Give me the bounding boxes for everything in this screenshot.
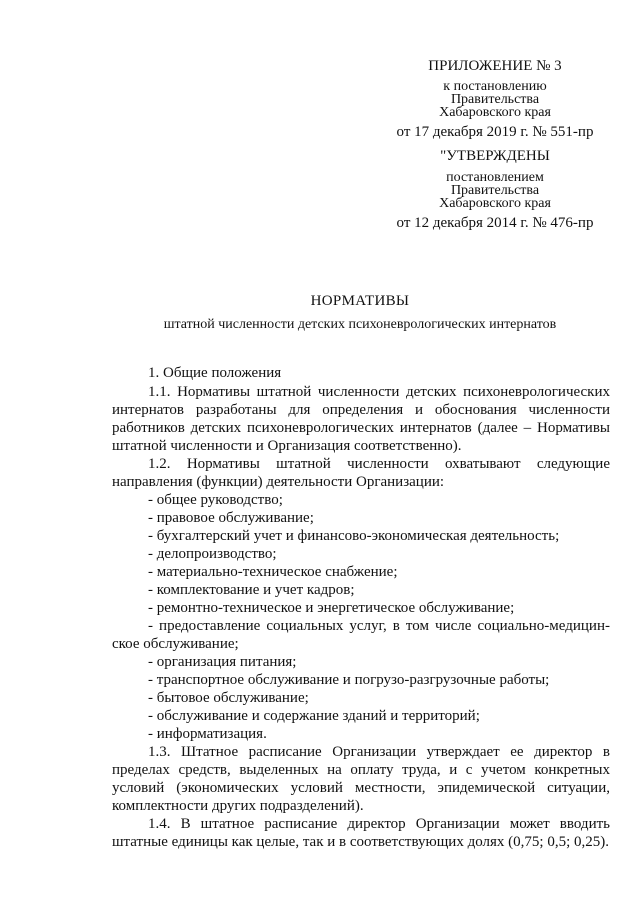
appendix-government: Правительства — [450, 92, 540, 107]
paragraph-1-3 — [112, 743, 610, 815]
list-item: - предоставление социальных услуг, в том числе социально-медицин- — [148, 618, 610, 634]
approved-label: "УТВЕРЖДЕНЫ — [440, 148, 550, 164]
list-item: - бухгалтерский учет и финансово-экономическая деятельность; — [148, 528, 560, 544]
list-item: - общее руководство; — [148, 492, 283, 508]
list-item: - транспортное обслуживание и погрузо-разгрузочные работы; — [148, 672, 550, 688]
list-item: - организация питания; — [148, 654, 297, 670]
section-heading: 1. Общие положения — [148, 365, 282, 381]
paragraph-1-4-text: 1.4. В штатное расписание директор Организации может вводить штатные единицы как целые, так и в соответствующих долях (0,75; 0,5; 0,25). — [112, 816, 610, 850]
appendix-date: от 17 декабря 2019 г. № 551-пр — [396, 124, 594, 140]
list-item: - обслуживание и содержание зданий и территорий; — [148, 708, 480, 724]
document-subtitle: штатной численности детских психоневрологических интернатов — [163, 317, 557, 332]
list-item: - ремонтно-техническое и энергетическое обслуживание; — [148, 600, 515, 616]
paragraph-1-2 — [112, 455, 610, 491]
paragraph-1-4 — [112, 815, 610, 851]
list-item: - материально-техническое снабжение; — [148, 564, 398, 580]
list-item: - информатизация. — [148, 726, 267, 742]
approved-government: Правительства — [450, 183, 540, 198]
list-item: ское обслуживание; — [112, 636, 239, 652]
paragraph-1-1-text: 1.1. Нормативы штатной численности детских психоневрологических интернатов разработаны для определения и обоснования численности работников детских психоневрологических интернатов (далее – Нормативы штатной численности и Организация соответственно). — [112, 384, 610, 454]
list-item: - делопроизводство; — [148, 546, 277, 562]
appendix-number: ПРИЛОЖЕНИЕ № 3 — [428, 58, 562, 74]
approved-resolution: постановлением — [446, 170, 544, 185]
paragraph-1-2-text: 1.2. Нормативы штатной численности охватывают следующие направления (функции) деятельности Организации: — [112, 456, 610, 490]
list-item: - бытовое обслуживание; — [148, 690, 309, 706]
paragraph-1-1 — [112, 383, 610, 455]
list-item: - правовое обслуживание; — [148, 510, 314, 526]
approved-date: от 12 декабря 2014 г. № 476-пр — [396, 215, 594, 231]
paragraph-1-3-text: 1.3. Штатное расписание Организации утверждает ее директор в пределах средств, выделенных на оплату труда, и с учетом конкретных условий (экономических условий местности, эпидемической ситуации, комплектности других подразделений). — [112, 744, 610, 814]
appendix-region: Хабаровского края — [439, 105, 551, 120]
appendix-to-resolution: к постановлению — [443, 79, 547, 94]
list-item: - комплектование и учет кадров; — [148, 582, 355, 598]
document-title: НОРМАТИВЫ — [310, 293, 410, 309]
approved-region: Хабаровского края — [439, 196, 551, 211]
